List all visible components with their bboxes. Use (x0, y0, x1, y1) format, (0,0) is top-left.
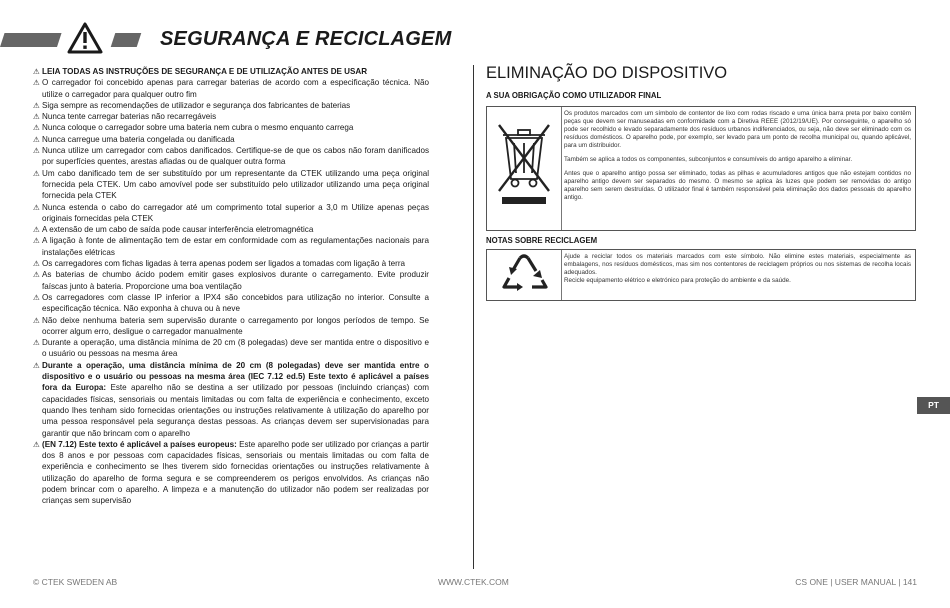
small-warning-icon: ⚠ (33, 146, 40, 156)
recycle-icon (487, 250, 562, 300)
safety-item (33, 122, 429, 133)
safety-item (33, 202, 429, 225)
page-title: SEGURANÇA E RECICLAGEM (160, 28, 452, 50)
small-warning-icon: ⚠ (33, 134, 40, 144)
warning-triangle-icon (67, 22, 103, 54)
safety-item-text: A extensão de um cabo de saída pode causar interferência eletromagnética (42, 225, 314, 235)
small-warning-icon: ⚠ (33, 202, 40, 212)
safety-item (33, 315, 429, 338)
language-tab: PT (917, 397, 950, 414)
safety-item-text: Não deixe nenhuma bateria sem supervisão durante o carregamento por longos períodos de tempo. Se ocorrer algum erro, desligue o carregador manualmente (42, 315, 429, 336)
recycling-box (486, 249, 916, 301)
small-warning-icon: ⚠ (33, 112, 40, 122)
disposal-box (486, 106, 916, 231)
safety-item (33, 134, 429, 145)
safety-item-text: Os carregadores com fichas ligadas à terra apenas podem ser ligados a tomadas com ligação à terra (42, 259, 406, 269)
safety-item-text: O carregador foi concebido apenas para carregar baterias de acordo com a especificação técnica. Não utilize o carregador para qualquer outro fim (42, 78, 429, 99)
safety-item-text: Os carregadores com classe IP inferior a IPX4 são concebidos para utilização no interior. Consulte a especificação técnica. Não exponha à chuva ou à neve (42, 292, 429, 314)
small-warning-icon: ⚠ (33, 292, 40, 302)
safety-item-text: Nunca utilize um carregador com cabos danificados. Certifique-se de que os cabos não foram danificados por superfícies quentes, arestas afiadas ou de qualquer outra forma (42, 146, 429, 167)
safety-item (33, 439, 429, 507)
safety-item-text: Este aparelho não se destina a ser utilizado por pessoas (incluindo crianças) com capacidades físicas, sensoriais ou mentais limitadas ou com falta de experiência e conhecimento, exceto quando lhes tenham sido fornecidas orientações ou instruções relativamente à utilização do aparelho por uma pessoa responsável pela segurança destas pessoas. As crianças devem ser supervisionadas para garantir que não brincam com o aparelho (42, 383, 430, 438)
safety-item (33, 111, 429, 122)
footer-website: WWW.CTEK.COM (438, 577, 509, 587)
safety-item-text: As baterias de chumbo ácido podem emitir gases explosivos durante o carregamento. Evite produzir faíscas junto à bateria. Proporcione uma boa ventilação (42, 270, 429, 291)
small-warning-icon: ⚠ (33, 439, 40, 449)
small-warning-icon: ⚠ (33, 270, 40, 280)
small-warning-icon: ⚠ (33, 100, 40, 110)
safety-item (33, 77, 429, 100)
header-decor-bar-mid (111, 33, 142, 47)
safety-item-text: Nunca estenda o cabo do carregador até um comprimento total superior a 3,0 m Utilize apenas peças originais fornecidas pela CTEK (42, 202, 429, 223)
crossed-bin-icon (487, 107, 562, 230)
safety-item (33, 66, 429, 77)
small-warning-icon: ⚠ (33, 315, 40, 325)
small-warning-icon: ⚠ (33, 78, 40, 88)
safety-item-text: Nunca tente carregar baterias não recarregáveis (42, 112, 217, 122)
small-warning-icon: ⚠ (33, 360, 40, 370)
small-warning-icon: ⚠ (33, 168, 40, 178)
recycling-paragraph: Recicle equipamento elétrico e eletrónico para proteção do ambiente e da saúde. (564, 277, 791, 285)
safety-item-text: Durante a operação, uma distância mínima de 20 cm (8 polegadas) deve ser mantida entre o dispositivo e o usuário ou pessoas na mesma área (42, 338, 429, 359)
disposal-text (564, 110, 911, 207)
safety-item (33, 258, 429, 269)
safety-item-text: A ligação à fonte de alimentação tem de estar em conformidade com as regulamentações nacionais para instalações elétricas (42, 236, 429, 257)
safety-item-lead: Durante a operação, uma distância mínima de 20 cm (8 polegadas) deve ser mantida entre o dispositivo e o usuário ou pessoas na mesma área (IEC 7.12 ed.5) Este texto é aplicável a países fora da Europa: (42, 360, 429, 393)
safety-item (33, 224, 429, 235)
safety-item-text: Nunca carregue uma bateria congelada ou danificada (42, 134, 235, 144)
safety-item-text: Este aparelho pode ser utilizado por crianças a partir dos 8 anos e por pessoas com capacidades físicas, sensoriais ou mentais limitadas ou com falta de experiência e conhecimento se lhes tiverem sido fornecidas orientações ou instruções relativamente à utilização do aparelho de forma segura e se compreenderem os perigos envolvidos. As crianças não podem brincar com o aparelho. A limpeza e a manutenção do utilizador não podem ser realizadas por crianças sem supervisão (42, 439, 429, 506)
small-warning-icon: ⚠ (33, 338, 40, 348)
recycling-title: NOTAS SOBRE RECICLAGEM (486, 236, 598, 245)
safety-item (33, 168, 429, 202)
safety-item (33, 269, 429, 292)
safety-item (33, 337, 429, 360)
safety-item (33, 145, 429, 168)
safety-item-lead: LEIA TODAS AS INSTRUÇÕES DE SEGURANÇA E DE UTILIZAÇÃO ANTES DE USAR (42, 67, 368, 76)
safety-item-lead: (EN 7.12) Este texto é aplicável a países europeus: (42, 439, 237, 449)
safety-list (33, 66, 429, 507)
disposal-title: ELIMINAÇÃO DO DISPOSITIVO (486, 64, 728, 82)
safety-item-text: Nunca coloque o carregador sobre uma bateria nem cubra o mesmo enquanto carrega (42, 123, 354, 133)
recycling-paragraph: Ajude a reciclar todos os materiais marcados com este símbolo. Não elimine estes materiais, especialmente as embalagens, nos resíduos domésticos, mas sim nos contentores de reciclagem próprios ou nos sistemas de recolha locais adequados. (564, 253, 911, 277)
safety-item (33, 235, 429, 258)
small-warning-icon: ⚠ (33, 225, 40, 235)
disposal-paragraph: Antes que o aparelho antigo possa ser eliminado, todas as pilhas e acumuladores antigos que não estejam contidos no aparelho antigo devem ser separados do mesmo. O mesmo se aplica às luzes que podem ser removidas do antigo aparelho sem serem destruídas. O utilizador final é também responsável pela eliminação dos dados pessoais do aparelho antigo. (564, 169, 911, 201)
safety-item (33, 360, 429, 439)
header-decor-bar-left (0, 33, 62, 47)
small-warning-icon: ⚠ (33, 236, 40, 246)
safety-item (33, 100, 429, 111)
small-warning-icon: ⚠ (33, 67, 40, 76)
footer-page-info: CS ONE | USER MANUAL | 141 (795, 577, 917, 587)
safety-item-text: Siga sempre as recomendações de utilizador e segurança dos fabricantes de baterias (42, 100, 351, 110)
small-warning-icon: ⚠ (33, 123, 40, 133)
safety-item-text: Um cabo danificado tem de ser substituído por um representante da CTEK utilizando uma peça original fornecida pela CTEK. Um cabo amovível pode ser substituído pelo utilizador utilizando uma peça original fornecida pela CTEK (42, 168, 429, 201)
safety-item (33, 292, 429, 315)
disposal-paragraph: Também se aplica a todos os componentes, subconjuntos e consumíveis do antigo aparelho a eliminar. (564, 155, 853, 163)
small-warning-icon: ⚠ (33, 259, 40, 269)
disposal-paragraph: Os produtos marcados com um símbolo de contentor de lixo com rodas riscado e uma única barra preta por baixo contêm peças que devem ser manuseadas em conformidade com a Diretiva REEE (2012/19/UE). Por conseguinte, o aparelho só pode ser recolhido e levado separadamente dos resíduos urbanos indiferenciados, ou seja, não deve ser eliminado com os resíduos domésticos. O aparelho pode, por exemplo, ser levado para um ponto de recolha municipal ou, quando aplicável, para um distribuidor. (564, 110, 911, 150)
column-divider (473, 65, 474, 569)
recycling-text (564, 253, 911, 285)
footer-copyright: © CTEK SWEDEN AB (33, 577, 118, 587)
disposal-subtitle: A SUA OBRIGAÇÃO COMO UTILIZADOR FINAL (486, 91, 662, 100)
